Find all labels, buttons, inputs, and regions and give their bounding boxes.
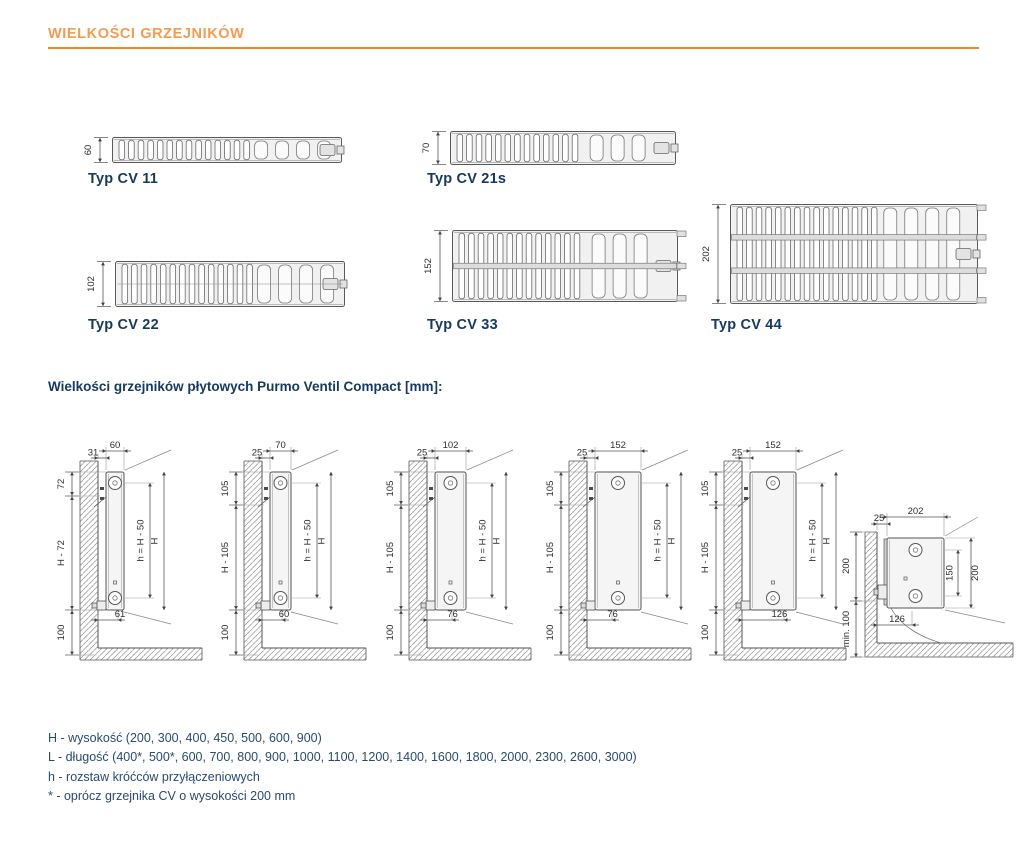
dimension-label: 202	[701, 246, 712, 262]
dimension-label: 200	[970, 565, 981, 581]
dimension-label: 70	[275, 440, 286, 451]
dimension-label: H	[491, 537, 503, 545]
cross-section-typ-cv-33	[418, 225, 694, 311]
dimension-label: H	[149, 537, 161, 545]
dimension-label: H - 105	[385, 541, 396, 574]
type-label-cv33: Typ CV 33	[427, 317, 498, 333]
note-length: L - długość (400*, 500*, 600, 700, 800, 900, 1000, 1100, 1200, 1400, 1600, 1800, 2000, 2300, 2600, 3000)	[48, 750, 637, 764]
note-connection: h - rozstaw króćców przyłączeniowych	[48, 770, 260, 784]
dimension-label: 152	[610, 440, 626, 451]
dimension-label: 76	[447, 609, 458, 620]
dimension-label: 200	[841, 558, 852, 574]
dimension-label: 105	[385, 480, 396, 497]
dimension-label: 25	[873, 513, 885, 524]
header-divider	[48, 47, 979, 49]
cross-section-typ-cv-11	[78, 132, 358, 172]
dimension-label: H - 105	[545, 541, 556, 574]
dimension-label: 102	[442, 440, 459, 451]
dimension-label: 25	[731, 447, 743, 459]
cross-section-typ-cv-22	[81, 256, 361, 316]
dimension-label: h = H - 50	[135, 519, 147, 562]
type-label-cv11: Typ CV 11	[88, 171, 159, 187]
dimension-label: min. 100	[841, 610, 852, 648]
radiator-side-view-2	[214, 425, 374, 670]
radiator-side-view-5	[694, 425, 854, 670]
dimension-label: 72	[56, 478, 67, 490]
type-label-cv21s: Typ CV 21s	[427, 171, 507, 187]
dimension-label: h = H - 50	[302, 519, 314, 562]
dimension-label: 102	[86, 276, 97, 292]
type-label-cv44: Typ CV 44	[711, 317, 782, 333]
radiator-side-view-4	[539, 425, 699, 670]
dimension-label: 150	[944, 565, 956, 581]
dimension-label: 25	[251, 447, 263, 459]
dimension-label: 105	[700, 480, 711, 497]
type-label-cv22: Typ CV 22	[88, 317, 159, 333]
dimension-label: h = H - 50	[652, 519, 664, 562]
dimension-label: H - 72	[56, 540, 67, 566]
dimension-label: 126	[771, 609, 788, 620]
cross-section-typ-cv-44	[696, 199, 994, 313]
dimension-label: 100	[545, 624, 556, 641]
dimension-label: 126	[889, 614, 905, 625]
dimension-label: H - 105	[700, 541, 711, 574]
cross-section-typ-cv-21s	[416, 126, 692, 174]
section-title: Wielkości grzejników płytowych Purmo Ventil Compact [mm]:	[48, 379, 443, 394]
radiator-corner-view-cv44	[841, 475, 1027, 720]
dimension-label: 100	[700, 624, 711, 641]
dimension-label: 100	[385, 624, 396, 641]
dimension-label: 152	[765, 440, 781, 451]
page-title: WIELKOŚCI GRZEJNIKÓW	[48, 26, 245, 42]
dimension-label: 105	[545, 480, 556, 497]
dimension-label: H	[666, 537, 678, 545]
radiator-side-view-1	[50, 425, 210, 670]
dimension-label: H - 105	[220, 541, 231, 574]
dimension-label: 100	[56, 624, 67, 641]
dimension-label: 25	[576, 447, 588, 459]
dimension-label: 31	[87, 447, 99, 459]
dimension-label: 76	[607, 609, 618, 620]
dimension-label: 152	[423, 258, 434, 274]
dimension-label: 60	[278, 609, 290, 620]
dimension-label: H	[821, 537, 833, 545]
dimension-label: h = H - 50	[807, 519, 819, 562]
dimension-label: 202	[907, 506, 924, 517]
dimension-label: 100	[220, 624, 231, 641]
dimension-label: 60	[109, 440, 121, 451]
dimension-label: H	[316, 537, 328, 545]
note-asterisk: * - oprócz grzejnika CV o wysokości 200 mm	[48, 789, 296, 803]
dimension-label: 60	[83, 144, 94, 156]
dimension-label: 105	[220, 480, 231, 497]
note-height: H - wysokość (200, 300, 400, 450, 500, 600, 900)	[48, 731, 322, 745]
radiator-side-view-3	[379, 425, 539, 670]
dimension-label: h = H - 50	[477, 519, 489, 562]
dimension-label: 61	[114, 609, 126, 620]
dimension-label: 25	[416, 447, 428, 459]
dimension-label: 70	[421, 142, 432, 154]
